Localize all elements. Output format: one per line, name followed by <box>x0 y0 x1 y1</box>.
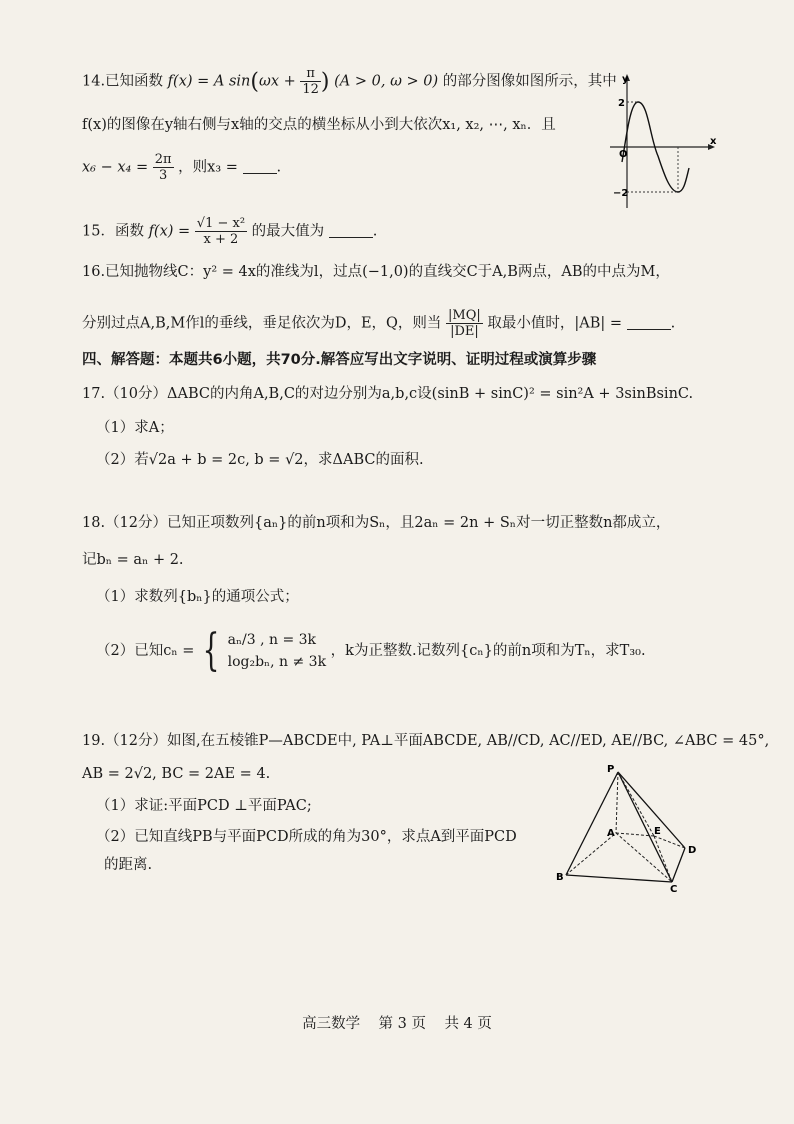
q18-case2: log₂bₙ, n ≠ 3k <box>227 654 327 670</box>
edge-PD <box>618 772 685 848</box>
edge-AB <box>566 833 616 875</box>
q18-part2: （2）已知cₙ = { aₙ/3 , n = 3k log₂bₙ, n ≠ 3k ，k为正整数.记数列{cₙ}的前n项和为Tₙ，求T₃₀. <box>96 625 646 676</box>
q18-case1: aₙ/3 , n = 3k <box>227 632 317 648</box>
edge-PC <box>618 772 672 882</box>
section4-heading: 四、解答题：本题共6小题，共70分.解答应写出文字说明、证明过程或演算步骤 <box>82 352 597 368</box>
q14-line1: 14.已知函数 f(x) = A sin(ωx + $\frac{\pi}{12}$ ) (A > 0, ω > 0) 的部分图像如图所示，其中 <box>82 66 617 97</box>
graph-min-label: −2 <box>613 188 629 199</box>
edge-PE <box>618 772 654 836</box>
q19-pyramid-figure <box>550 760 710 892</box>
q14-pi-over-12: $\frac{\pi}{12}$ <box>302 66 319 97</box>
q15: 15．函数 f(x) = $\frac{\text{√1 − x²}}{x + 2}$ 的最大值为 . <box>82 216 378 247</box>
edge-PA <box>616 772 618 833</box>
edge-BC <box>566 875 672 882</box>
q14-function-lhs: f(x) = A sin <box>167 73 251 90</box>
q14-sine-graph <box>600 70 720 210</box>
q18-piecewise-cases <box>228 629 326 673</box>
q14-condition: (A > 0, ω > 0) <box>334 73 439 90</box>
graph-origin-label: O <box>619 149 628 160</box>
q19-part2-cont: 的距离. <box>104 857 153 873</box>
q17-part2: （2）若√2a + b = 2c, b = √2，求ΔABC的面积. <box>96 452 424 468</box>
q19-line1: 19.（12分）如图,在五棱锥P—ABCDE中, PA⊥平面ABCDE, AB//CD, AC//ED, AE//BC, ∠ABC = 45°, <box>82 733 770 749</box>
q14-two-pi-over-three: $\frac{2\pi}{3}$ <box>154 152 172 183</box>
pyramid-label-C: C <box>670 884 678 892</box>
q14-ask-x3: ，则x₃ = <box>178 159 238 176</box>
footer-subject: 高三数学 <box>302 1016 361 1032</box>
q16-line1: 16.已知抛物线C：y² = 4x的准线为l，过点(−1,0)的直线交C于A,B两点，AB的中点为M， <box>82 264 670 280</box>
q14-intro: 14.已知函数 <box>82 73 164 90</box>
q19-part2: （2）已知直线PB与平面PCD所成的角为30°，求点A到平面PCD <box>96 829 517 845</box>
q14-answer-blank[interactable] <box>243 159 277 174</box>
q18-piecewise-brace: { <box>202 625 220 676</box>
graph-y-label: y <box>622 74 629 85</box>
q14-line3: x₆ − x₄ = $\frac{2\pi}{3}$ ，则x₃ = . <box>82 152 282 183</box>
q14-line2: f(x)的图像在y轴右侧与x轴的交点的横坐标从小到大依次x₁, x₂, ⋯, xₙ．且 <box>82 117 556 133</box>
q14-difference: x₆ − x₄ = <box>82 159 149 176</box>
q17-stem: 17.（10分）ΔABC的内角A,B,C的对边分别为a,b,c设(sinB + sinC)² = sin²A + 3sinBsinC. <box>82 386 694 402</box>
pyramid-label-B: B <box>556 872 564 883</box>
graph-x-label: x <box>710 136 717 147</box>
q14-function-inner: ωx + <box>259 73 296 90</box>
q19-line2: AB = 2√2, BC = 2AE = 4. <box>82 766 271 782</box>
pyramid-label-E: E <box>654 826 661 837</box>
q15-function-lhs: f(x) = <box>148 223 191 240</box>
q18-line2: 记bₙ = aₙ + 2. <box>82 552 184 568</box>
footer-page-total: 共 4 页 <box>444 1016 492 1032</box>
pyramid-label-A: A <box>607 828 615 839</box>
edge-CD <box>672 848 685 882</box>
edge-PB <box>566 772 618 875</box>
page-footer <box>0 1012 794 1033</box>
q16-fraction: $\frac{|MQ|}{|DE|}$ <box>448 308 481 339</box>
pyramid-label-P: P <box>607 764 615 775</box>
edge-AC <box>616 833 672 882</box>
q18-line1: 18.（12分）已知正项数列{aₙ}的前n项和为Sₙ，且2aₙ = 2n + Sₙ对一切正整数n都成立， <box>82 515 671 531</box>
q18-part1: （1）求数列{bₙ}的通项公式； <box>96 589 299 605</box>
q15-fraction: $\frac{\text{√1 − x²}}{x + 2}$ <box>196 216 246 247</box>
q17-part1: （1）求A； <box>96 420 174 436</box>
edge-EC <box>654 836 672 882</box>
q14-line1-end: 的部分图像如图所示，其中 <box>442 73 617 90</box>
q15-answer-blank[interactable] <box>329 223 373 238</box>
q16-answer-blank[interactable] <box>627 315 671 330</box>
q16-line2: 分别过点A,B,M作l的垂线，垂足依次为D，E，Q，则当 $\frac{|MQ|}{|DE|}$ 取最小值时，|AB| = . <box>82 308 676 339</box>
footer-page-number: 第 3 页 <box>378 1016 426 1032</box>
pyramid-label-D: D <box>688 845 697 856</box>
graph-max-label: 2 <box>618 98 625 109</box>
q19-part1: （1）求证:平面PCD ⊥平面PAC; <box>96 798 312 814</box>
